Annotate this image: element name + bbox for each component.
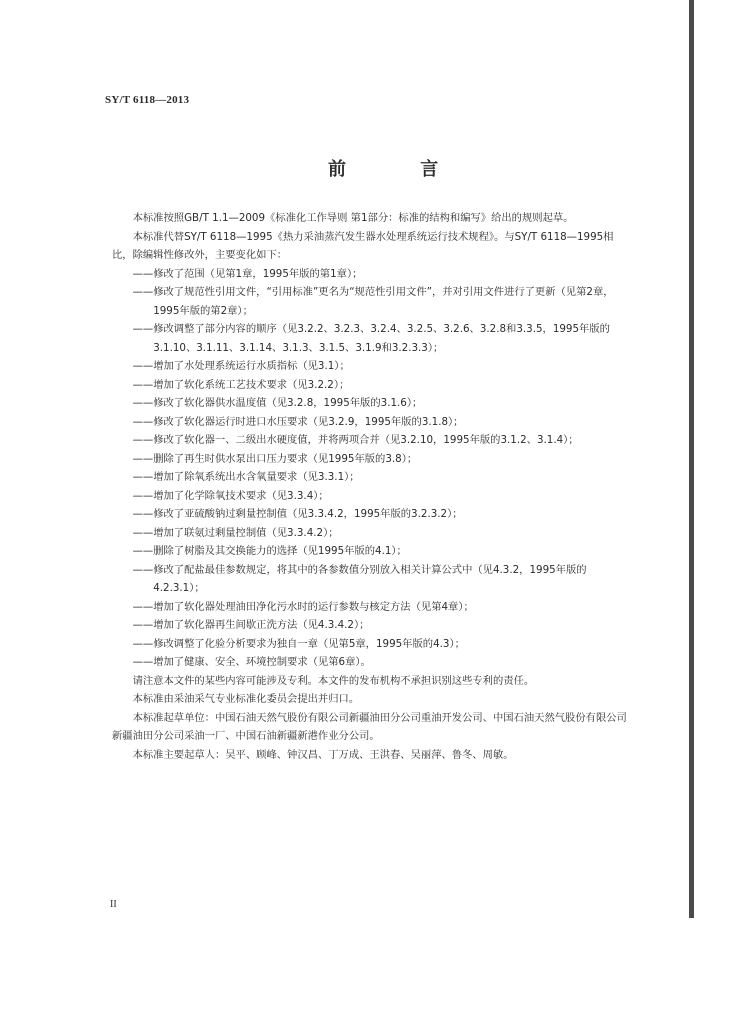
list-item <box>133 616 632 635</box>
drafters: 本标准主要起草人：吴平、顾峰、钟汉昌、丁万成、王洪春、吴丽萍、鲁冬、周敏。 <box>132 748 514 761</box>
dash-marker: —— <box>132 360 154 372</box>
dash-marker: —— <box>132 489 154 502</box>
dash-marker: —— <box>132 563 154 576</box>
dash-marker: —— <box>132 378 154 391</box>
list-item <box>133 561 632 598</box>
list-item <box>133 376 632 395</box>
list-item <box>133 524 632 543</box>
list-item-text: 修改调整了部分内容的顺序（见3.2.2、3.2.3、3.2.4、3.2.5、3.2.6、3.2.8和3.3.5，1995年版的3.1.10、3.1.11、3.1.14、3.1.3、3.1.5、3.1.9和3.2.3.3）； <box>153 323 610 354</box>
list-item-text: 增加了除氧系统出水含氧量要求（见3.3.1）； <box>153 471 360 483</box>
list-item <box>133 394 632 413</box>
dash-marker: —— <box>132 286 154 298</box>
dash-marker: —— <box>132 397 154 409</box>
dash-marker: —— <box>132 637 154 650</box>
scan-edge-bar <box>689 0 694 918</box>
list-item <box>133 653 632 672</box>
list-item-text: 修改了规范性引用文件，“引用标准”更名为“规范性引用文件”，并对引用文件进行了更新（见第2章，1995年版的第2章）； <box>153 286 614 317</box>
dash-marker: —— <box>132 323 154 335</box>
proposer-statement: 本标准由采油采气专业标准化委员会提出并归口。 <box>132 693 360 705</box>
list-item-text: 增加了健康、安全、环境控制要求（见第6章）。 <box>153 656 371 668</box>
dash-marker: —— <box>132 619 154 631</box>
intro-paragraph: 本标准按照GB/T 1.1—2009《标准化工作导则 第1部分：标准的结构和编写》给出的规则起草。 <box>132 212 574 224</box>
list-item-text: 修改了配盐最佳参数规定，将其中的各参数值分别放入相关计算公式中（见4.3.2，1995年版的4.2.3.1）； <box>153 563 587 594</box>
list-item <box>133 542 632 561</box>
list-item <box>133 598 632 617</box>
list-item-text: 修改了软化器供水温度值（见3.2.8，1995年版的3.1.6）； <box>153 397 423 409</box>
dash-marker: —— <box>132 600 154 613</box>
dash-marker: —— <box>132 545 154 557</box>
list-item-text: 修改了亚硫酸钠过剩量控制值（见3.3.4.2，1995年版的3.2.3.2）； <box>153 508 463 520</box>
dash-marker: —— <box>132 415 154 428</box>
drafting-units: 本标准起草单位：中国石油天然气股份有限公司新疆油田分公司重油开发公司、中国石油天然气股份有限公司新疆油田分公司采油一厂、中国石油新疆新港作业分公司。 <box>112 711 627 742</box>
dash-marker: —— <box>132 508 154 520</box>
dash-marker: —— <box>132 656 154 668</box>
list-item <box>133 635 632 654</box>
list-item-text: 增加了软化器再生间歇正洗方法（见4.3.4.2）； <box>153 619 370 631</box>
list-item <box>133 505 632 524</box>
dash-marker: —— <box>132 267 154 280</box>
list-item-text: 修改了软化器一、二级出水硬度值，并将两项合并（见3.2.10，1995年版的3.1.2、3.1.4）； <box>153 434 579 446</box>
page-number: II <box>110 899 117 910</box>
dash-marker: —— <box>132 471 154 483</box>
dash-marker: —— <box>132 452 154 465</box>
document-code: SY/T 6118—2013 <box>105 94 190 106</box>
dash-marker: —— <box>132 434 154 446</box>
list-item-text: 删除了再生时供水泵出口压力要求（见1995年版的3.8）； <box>153 452 418 465</box>
intro-paragraph: 本标准代替SY/T 6118—1995《热力采油蒸汽发生器水处理系统运行技术规程》。与SY/T 6118—1995相比，除编辑性修改外，主要变化如下： <box>112 230 614 261</box>
list-item-text: 增加了软化系统工艺技术要求（见3.2.2）； <box>153 378 350 391</box>
list-item-text: 增加了软化器处理油田净化污水时的运行参数与核定方法（见第4章）； <box>153 600 474 613</box>
list-item <box>133 413 632 432</box>
foreword-body <box>112 209 632 764</box>
list-item <box>133 357 632 376</box>
list-item <box>133 487 632 506</box>
dash-marker: —— <box>132 526 154 539</box>
list-item-text: 增加了化学除氧技术要求（见3.3.4）； <box>153 489 329 502</box>
list-item <box>133 265 632 284</box>
change-list <box>112 265 632 672</box>
list-item-text: 增加了联氨过剩量控制值（见3.3.4.2）； <box>153 526 339 539</box>
patent-notice: 请注意本文件的某些内容可能涉及专利。本文件的发布机构不承担识别这些专利的责任。 <box>132 674 535 687</box>
list-item <box>133 283 632 320</box>
list-item <box>133 431 632 450</box>
list-item <box>133 468 632 487</box>
list-item <box>133 450 632 469</box>
list-item-text: 删除了树脂及其交换能力的选择（见1995年版的4.1）； <box>153 545 407 557</box>
list-item-text: 修改了范围（见第1章，1995年版的第1章）； <box>153 267 363 280</box>
list-item <box>133 320 632 357</box>
list-item-text: 修改了软化器运行时进口水压要求（见3.2.9，1995年版的3.1.8）； <box>153 415 464 428</box>
list-item-text: 修改调整了化验分析要求为独自一章（见第5章，1995年版的4.3）； <box>153 637 465 650</box>
list-item-text: 增加了水处理系统运行水质指标（见3.1）； <box>153 360 350 372</box>
page-title: 前 言 <box>328 159 473 180</box>
